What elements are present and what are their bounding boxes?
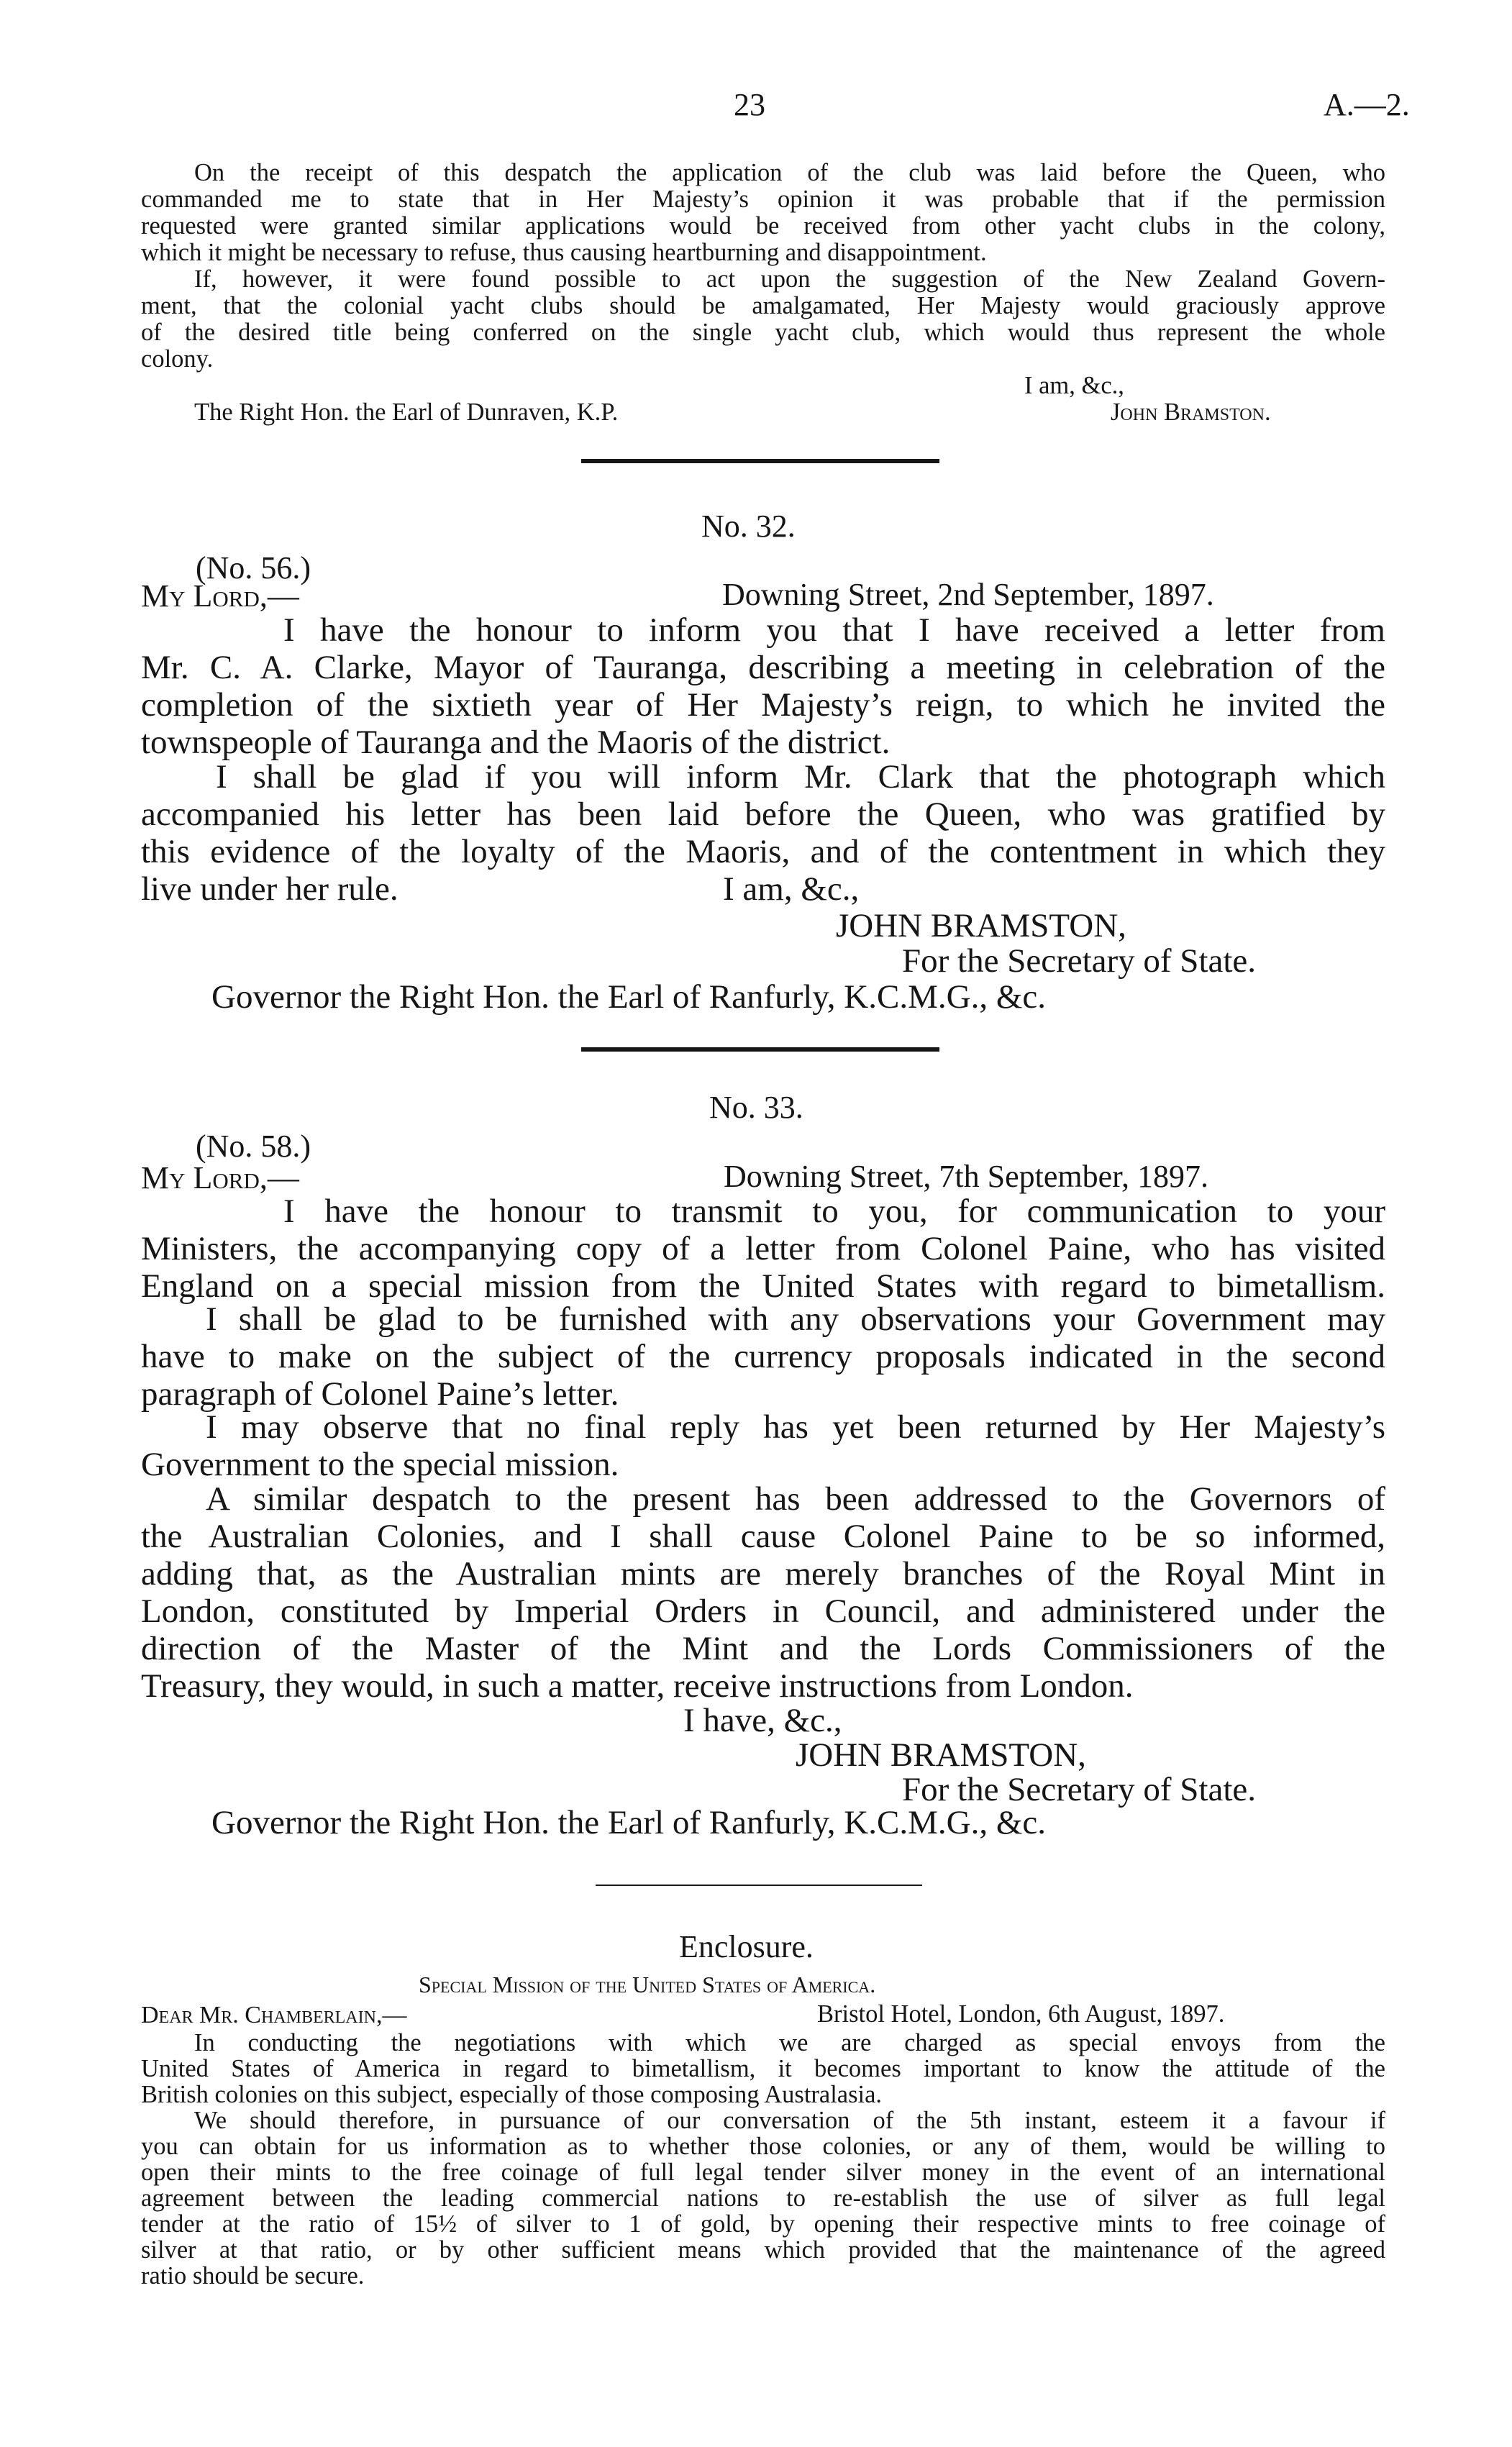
text-line: On the receipt of this despatch the application of the club was laid before the Queen, who — [194, 159, 1385, 186]
despatch-prev-para1 — [141, 160, 1385, 266]
text-line: ment, that the colonial yacht clubs should be amalgamated, Her Majesty would graciously approve — [141, 292, 1385, 319]
closing: I am, &c., — [723, 870, 860, 908]
text-line: London, constituted by Imperial Orders in Council, and administered under the — [141, 1592, 1385, 1630]
text-line: A similar despatch to the present has been addressed to the Governors of — [206, 1480, 1385, 1518]
text-line: townspeople of Tauranga and the Maoris of the district. — [141, 724, 891, 761]
text-line: direction of the Master of the Mint and the Lords Commissioners of the — [141, 1630, 1385, 1667]
text-line: In conducting the negotiations with which we are charged as special envoys from the — [194, 2029, 1385, 2056]
section-divider — [596, 1885, 922, 1886]
no32-para1 — [141, 611, 1385, 761]
text-line: colony. — [141, 345, 214, 373]
document-reference: A.—2. — [1324, 87, 1410, 122]
text-line: I shall be glad to be furnished with any observations your Government may — [206, 1300, 1385, 1338]
text-line: completion of the sixtieth year of Her Majesty’s reign, to which he invited the — [141, 686, 1385, 724]
text-line: Government to the special mission. — [141, 1446, 619, 1483]
text-line: of the desired title being conferred on the single yacht club, which would thus represent the whole — [141, 319, 1385, 346]
addressee: Governor the Right Hon. the Earl of Ranfurly, K.C.M.G., &c. — [211, 1804, 1046, 1841]
text-line: this evidence of the loyalty of the Maoris, and of the contentment in which they — [141, 833, 1385, 870]
text-line: adding that, as the Australian mints are merely branches of the Royal Mint in — [141, 1555, 1385, 1592]
text-line: British colonies on this subject, especially of those composing Australasia. — [141, 2081, 883, 2108]
text-line: I shall be glad if you will inform Mr. Clark that the photograph which — [216, 758, 1385, 796]
no33-para2 — [141, 1300, 1385, 1413]
text-line: ratio should be secure. — [141, 2262, 365, 2289]
addressee: Governor the Right Hon. the Earl of Ranfurly, K.C.M.G., &c. — [211, 978, 1046, 1016]
signature-title: For the Secretary of State. — [902, 942, 1257, 980]
place-date: Downing Street, 2nd September, 1897. — [722, 577, 1214, 612]
section-divider — [581, 459, 939, 463]
text-line: silver at that ratio, or by other sufficient means which provided that the maintenance of the agreed — [141, 2236, 1385, 2264]
text-line: If, however, it were found possible to act upon the suggestion of the New Zealand Govern- — [194, 265, 1385, 293]
section-heading: No. 32. — [701, 509, 796, 544]
text-line: which it might be necessary to refuse, thus causing heartburning and disappointment. — [141, 239, 987, 266]
text-line: United States of America in regard to bimetallism, it becomes important to know the attitude of the — [141, 2055, 1385, 2082]
text-line: have to make on the subject of the currency proposals indicated in the second — [141, 1338, 1385, 1375]
enclosure-para1 — [141, 2030, 1385, 2107]
despatch-ref: (No. 58.) — [196, 1129, 311, 1164]
addressee: The Right Hon. the Earl of Dunraven, K.P. — [194, 398, 619, 426]
text-line: England on a special mission from the United States with regard to bimetallism. — [141, 1267, 1385, 1305]
despatch-ref: (No. 56.) — [196, 550, 311, 585]
signature-title: For the Secretary of State. — [902, 1771, 1257, 1808]
no33-para1 — [141, 1193, 1385, 1305]
text-line: paragraph of Colonel Paine’s letter. — [141, 1375, 619, 1413]
place-date: Downing Street, 7th September, 1897. — [724, 1159, 1209, 1194]
closing: I am, &c., — [1024, 372, 1124, 399]
section-divider — [581, 1047, 939, 1052]
text-line: open their mints to the free coinage of full legal tender silver money in the event of an international — [141, 2159, 1385, 2186]
place-date: Bristol Hotel, London, 6th August, 1897. — [817, 2000, 1225, 2028]
text-line: I have the honour to transmit to you, for communication to your — [283, 1193, 1385, 1230]
text-line: I have the honour to inform you that I have received a letter from — [283, 611, 1385, 649]
enclosure-subheading: Special Mission of the United States of America. — [419, 1972, 876, 1997]
signature: JOHN BRAMSTON, — [796, 1736, 1086, 1774]
section-heading: No. 33. — [709, 1090, 803, 1125]
salutation: Dear Mr. Chamberlain,— — [141, 2002, 407, 2028]
enclosure-para2 — [141, 2107, 1385, 2289]
text-line: you can obtain for us information as to whether those colonies, or any of them, would be willing to — [141, 2133, 1385, 2160]
no33-para4 — [141, 1480, 1385, 1705]
text-line: tender at the ratio of 15½ of silver to 1 of gold, by opening their respective mints to free coinage of — [141, 2210, 1385, 2238]
salutation: My Lord,— — [141, 1160, 299, 1195]
text-line: Ministers, the accompanying copy of a letter from Colonel Paine, who has visited — [141, 1230, 1385, 1267]
text-line: the Australian Colonies, and I shall cause Colonel Paine to be so informed, — [141, 1518, 1385, 1555]
text-line: Mr. C. A. Clarke, Mayor of Tauranga, describing a meeting in celebration of the — [141, 649, 1385, 686]
text-line: commanded me to state that in Her Majesty’s opinion it was probable that if the permission — [141, 186, 1385, 213]
despatch-prev-para2 — [141, 266, 1385, 373]
salutation: My Lord,— — [141, 578, 299, 614]
text-line: requested were granted similar applications would be received from other yacht clubs in the colony, — [141, 212, 1385, 240]
text-line: I may observe that no final reply has yet been returned by Her Majesty’s — [206, 1408, 1385, 1446]
signature: JOHN BRAMSTON, — [836, 907, 1126, 944]
closing: I have, &c., — [683, 1702, 842, 1739]
no32-para2 — [141, 758, 1385, 870]
enclosure-heading: Enclosure. — [679, 1929, 814, 1964]
text-line: live under her rule. — [141, 870, 399, 908]
no33-para3 — [141, 1408, 1385, 1483]
text-line: agreement between the leading commercial nations to re-establish the use of silver as full legal — [141, 2184, 1385, 2212]
text-line: accompanied his letter has been laid before the Queen, who was gratified by — [141, 796, 1385, 833]
text-line: Treasury, they would, in such a matter, receive instructions from London. — [141, 1667, 1134, 1705]
signature: John Bramston. — [1111, 398, 1271, 426]
text-line: We should therefore, in pursuance of our conversation of the 5th instant, esteem it a favour if — [194, 2107, 1385, 2134]
page-number: 23 — [734, 87, 765, 122]
